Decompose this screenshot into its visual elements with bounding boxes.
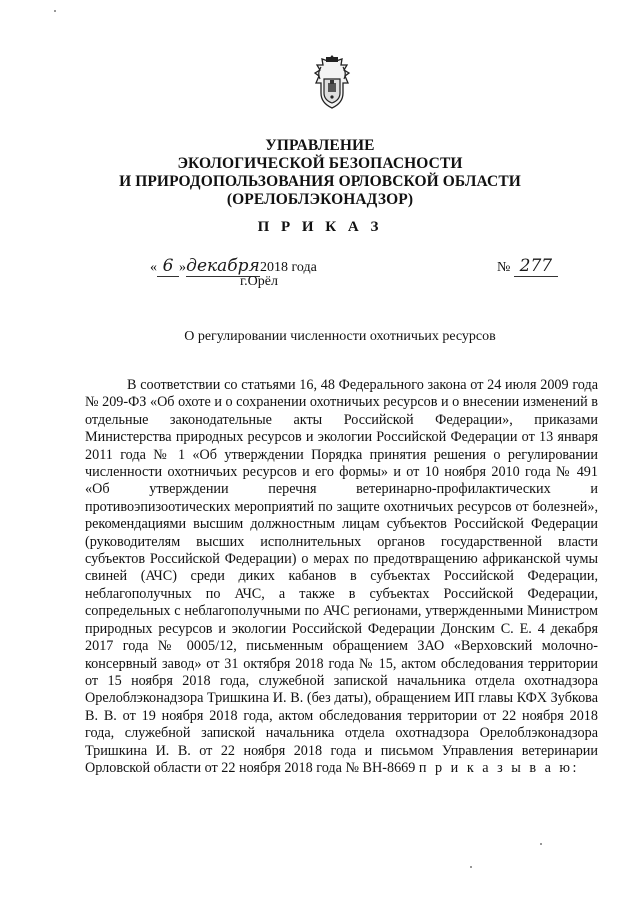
body-text: В соответствии со статьями 16, 48 Федерального закона от 24 июля 2009 года № 209-ФЗ «Об охоте и о сохранении охотничьих ресурсов и о внесении изменений в отдельные законодательные акты Российской Федерации», приказами Министерства природных ресурсов и экологии Российской Федерации от 13 января 2011 года № 1 «Об утверждении Порядка принятия решения о регулировании численности охотничьих ресурсов и его формы» и от 10 ноября 2010 года № 491 «Об утверждении перечня ветеринарно-профилактических и противоэпизоотических мероприятий по защите охотничьих ресурсов от болезней», рекомендациями высшим должностным лицам субъектов Российской Федерации (руководителям высших исполнительных органов государственной власти субъектов Российской Федерации) о мерах по предотвращению африканской чумы свиней (АЧС) среди диких кабанов в субъектах Российской Федерации, неблагополучных по АЧС, а также в субъектах Российской Федерации, сопредельных с неблагополучными по АЧС регионами, утвержденными Министром природных ресурсов и экологии Российской Федерации Донским С. Е. 4 декабря 2017 года № 0005/12, письменным обращением ЗАО «Верховский молочно-консервный завод» от 31 октября 2018 года № 15, актом обследования территории от 15 ноября 2018 года, служебной запиской начальника отдела охотнадзора Орелоблэконадзора Тришкина И. В. (без даты), обращением ИП главы КФХ Зубкова В. В. от 19 ноября 2018 года, актом обследования территории от 22 ноября 2018 года, служебной запиской начальника отдела охотнадзора Орелоблэконадзора Тришкина И. В. от 22 ноября 2018 года и письмом Управления ветеринарии Орловской области от 22 ноября 2018 года № ВН-8669 — [85, 377, 598, 776]
number-label: № — [497, 260, 511, 275]
order-subject: О регулировании численности охотничьих ресурсов — [184, 329, 496, 344]
org-line-2: ЭКОЛОГИЧЕСКОЙ БЕЗОПАСНОСТИ — [177, 155, 463, 172]
org-line-3: И ПРИРОДОПОЛЬЗОВАНИЯ ОРЛОВСКОЙ ОБЛАСТИ — [119, 173, 521, 190]
order-month: декабря — [186, 256, 260, 276]
closing-phrase: п р и к а з ы в а ю: — [418, 759, 579, 776]
scan-speck — [54, 10, 56, 12]
coat-of-arms-icon — [309, 53, 355, 111]
order-year: 2018 года — [260, 260, 317, 275]
organization-name — [0, 137, 640, 209]
scan-speck — [470, 866, 472, 868]
number-value: 277 — [514, 256, 558, 277]
order-title: П Р И К А З — [257, 219, 383, 235]
order-city: г.Орёл — [240, 274, 278, 289]
order-day: 6 — [157, 256, 179, 277]
org-line-1: УПРАВЛЕНИЕ — [265, 137, 375, 154]
order-date — [150, 256, 317, 277]
scan-speck — [540, 843, 542, 845]
quote-close: » — [179, 260, 186, 275]
body-paragraph — [85, 377, 598, 777]
org-line-4: (ОРЕЛОБЛЭКОНАДЗОР) — [226, 191, 414, 208]
order-number — [497, 256, 558, 277]
quote-open: « — [150, 260, 157, 275]
